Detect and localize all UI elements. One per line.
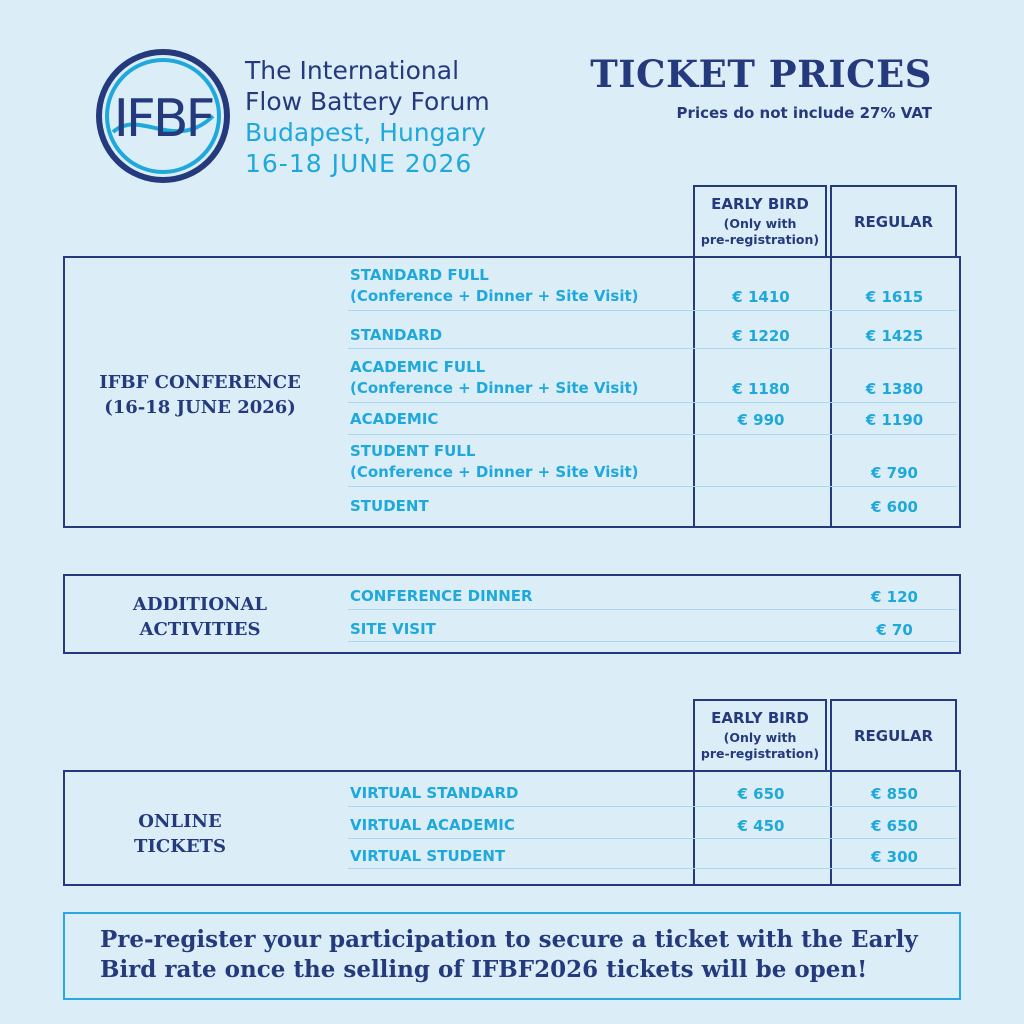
regular-price: € 120	[871, 588, 918, 606]
ifbf-logo-mark	[95, 48, 231, 184]
row-divider	[348, 868, 957, 869]
svg-text:IFBF: IFBF	[113, 89, 213, 149]
early-bird-note-1: (Only with	[723, 216, 797, 231]
regular-price: € 300	[871, 848, 918, 866]
ticket-name: ACADEMIC FULL	[350, 358, 486, 376]
early-bird-note-2: pre-registration)	[700, 232, 820, 247]
early-price: € 990	[737, 411, 785, 429]
row-divider	[348, 609, 957, 610]
table-row	[350, 815, 515, 836]
table-row	[350, 357, 639, 399]
logo-line-2: Flow Battery Forum	[245, 87, 490, 116]
logo-line-4: 16-18 JUNE 2026	[245, 149, 473, 178]
additional-category	[80, 592, 320, 642]
conference-category	[80, 370, 320, 420]
row-divider	[348, 806, 957, 807]
ticket-name: SITE VISIT	[350, 620, 436, 638]
ticket-name: ACADEMIC	[350, 410, 439, 428]
regular-price: € 1425	[865, 327, 924, 345]
regular-label: REGULAR	[853, 726, 933, 745]
early-price: € 1410	[732, 288, 790, 306]
regular-price: € 790	[871, 464, 918, 482]
regular-price: € 850	[871, 785, 918, 803]
banner-text	[100, 925, 930, 985]
table-row	[350, 441, 639, 483]
conference-category-line2: (16-18 JUNE 2026)	[104, 397, 296, 418]
additional-category-line1: ADDITIONAL	[132, 594, 268, 615]
regular-label: REGULAR	[853, 212, 933, 231]
ticket-name: CONFERENCE DINNER	[350, 587, 533, 605]
regular-price: € 70	[876, 621, 913, 639]
online-category-line2: TICKETS	[134, 836, 226, 857]
logo-wordmark	[245, 55, 490, 179]
early-bird-note-1: (Only with	[723, 730, 797, 745]
row-divider	[348, 310, 957, 311]
row-divider	[348, 434, 957, 435]
regular-price: € 1380	[865, 380, 924, 398]
regular-price: € 1190	[865, 411, 924, 429]
table-row	[350, 265, 639, 307]
table-row	[350, 619, 436, 640]
ticket-name: STUDENT FULL	[350, 442, 476, 460]
table-row	[350, 496, 429, 517]
vat-note: Prices do not include 27% VAT	[676, 104, 932, 122]
early-bird-header	[693, 699, 827, 770]
table-row	[350, 783, 519, 804]
row-divider	[348, 402, 957, 403]
logo-line-1b: International	[299, 56, 460, 85]
page-title: TICKET PRICES	[590, 52, 932, 96]
row-divider	[348, 486, 957, 487]
online-category	[80, 809, 280, 859]
early-bird-header	[693, 185, 827, 256]
additional-category-line2: ACTIVITIES	[139, 619, 261, 640]
early-price: € 450	[737, 817, 785, 835]
table-row	[350, 409, 438, 430]
regular-header	[830, 699, 957, 770]
row-divider	[348, 641, 957, 642]
early-price: € 650	[737, 785, 785, 803]
ticket-name: VIRTUAL STANDARD	[350, 784, 519, 802]
row-divider	[348, 348, 957, 349]
ticket-detail: (Conference + Dinner + Site Visit)	[350, 287, 639, 305]
early-price: € 1180	[732, 380, 790, 398]
ticket-name: VIRTUAL STUDENT	[350, 847, 506, 865]
early-bird-note-2: pre-registration)	[700, 746, 820, 761]
early-bird-label: EARLY BIRD	[711, 195, 809, 213]
ticket-name: STANDARD FULL	[350, 266, 489, 284]
table-row	[350, 586, 533, 607]
banner-line-2: Bird rate once the selling of IFBF2026 tickets will be open!	[100, 956, 868, 983]
table-row	[350, 325, 442, 346]
banner-line-1: Pre-register your participation to secure a ticket with the Early	[100, 926, 918, 953]
online-category-line1: ONLINE	[138, 811, 222, 832]
early-bird-label: EARLY BIRD	[711, 709, 809, 727]
regular-price: € 1615	[865, 288, 924, 306]
row-divider	[348, 838, 957, 839]
table-row	[350, 846, 505, 867]
early-price: € 1220	[732, 327, 790, 345]
ticket-detail: (Conference + Dinner + Site Visit)	[350, 379, 639, 397]
ticket-name: STUDENT	[350, 497, 429, 515]
conference-category-line1: IFBF CONFERENCE	[99, 372, 301, 393]
logo-line-1a: The	[245, 56, 292, 85]
regular-header	[830, 185, 957, 256]
ticket-name: STANDARD	[350, 326, 443, 344]
logo-line-3: Budapest, Hungary	[245, 118, 486, 147]
ticket-detail: (Conference + Dinner + Site Visit)	[350, 463, 639, 481]
regular-price: € 650	[871, 817, 918, 835]
regular-price: € 600	[871, 498, 918, 516]
ticket-name: VIRTUAL ACADEMIC	[350, 816, 515, 834]
